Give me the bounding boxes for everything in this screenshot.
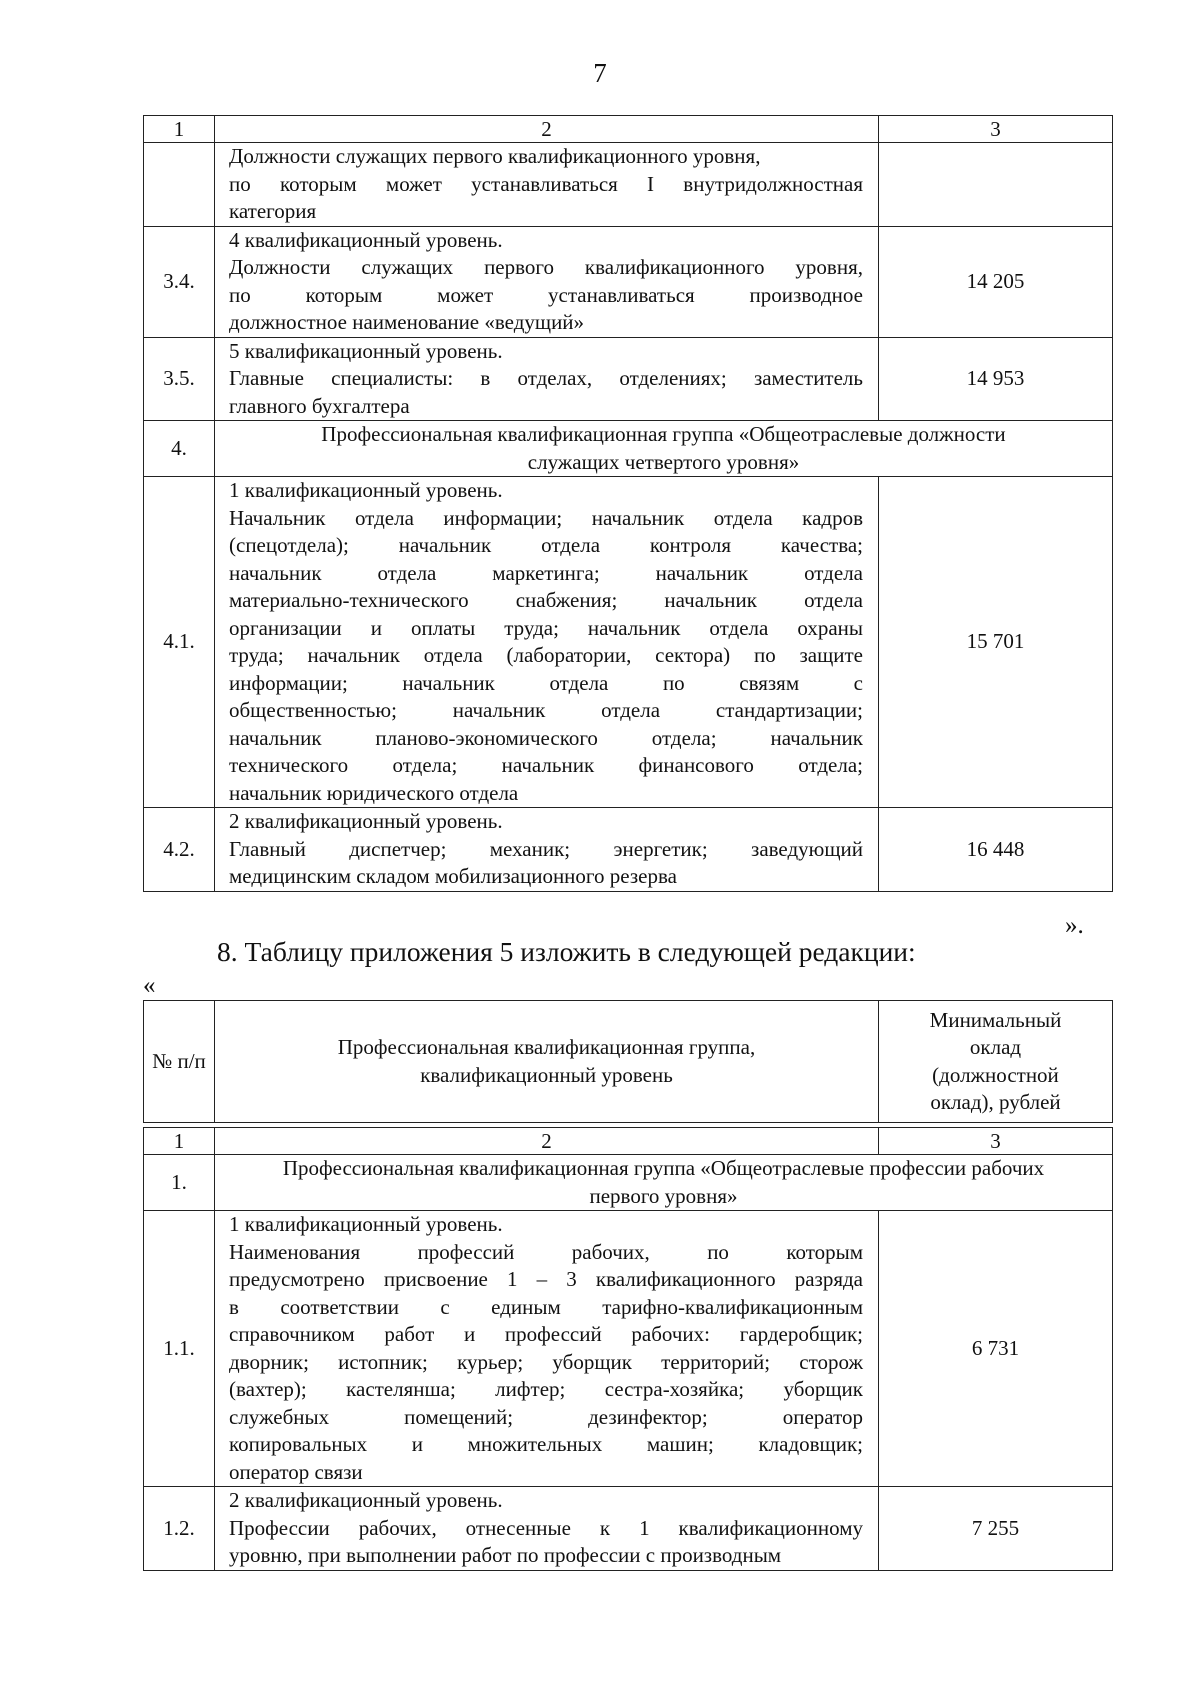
salary-value-cell: 16 448 bbox=[879, 808, 1113, 892]
table-row bbox=[144, 337, 1113, 421]
description-cell bbox=[215, 477, 879, 808]
description-cell bbox=[215, 1211, 879, 1487]
description-line: Профессии рабочих, отнесенные к 1 квалификационному bbox=[229, 1515, 863, 1540]
table-row bbox=[144, 143, 1113, 227]
description-line: Начальник отдела информации; начальник отдела кадров bbox=[229, 505, 863, 530]
group-title-cell: Профессиональная квалификационная группа «Общеотраслевые должности служащих четвертого уровня» bbox=[215, 421, 1113, 477]
header-text-line: оклад bbox=[969, 1035, 1022, 1059]
table-row bbox=[144, 477, 1113, 808]
description-line: справочником работ и профессий рабочих: гардеробщик; bbox=[229, 1322, 863, 1346]
description-line: 2 квалификационный уровень. bbox=[229, 1488, 503, 1512]
description-line: информации; начальник отдела по связям с bbox=[229, 670, 863, 695]
section-heading: 8. Таблицу приложения 5 изложить в следующей редакции: bbox=[217, 936, 916, 967]
description-line: Главный диспетчер; механик; энергетик; заведующий bbox=[229, 836, 863, 861]
header-number-cell: № п/п bbox=[144, 1001, 215, 1123]
table-row bbox=[144, 808, 1113, 892]
description-cell bbox=[215, 337, 879, 421]
page-number: 7 bbox=[593, 58, 607, 88]
description-line: главного бухгалтера bbox=[229, 393, 410, 418]
description-line: организации и оплаты труда; начальник отдела охраны bbox=[229, 615, 863, 640]
header-salary-cell bbox=[879, 1001, 1113, 1123]
table-row bbox=[144, 1487, 1113, 1571]
column-index-cell: 3 bbox=[879, 116, 1113, 143]
row-number-cell bbox=[144, 143, 215, 227]
row-number-cell: 1. bbox=[144, 1155, 215, 1211]
salary-value-cell: 6 731 bbox=[879, 1211, 1113, 1487]
description-cell bbox=[215, 226, 879, 337]
column-index-cell: 1 bbox=[144, 116, 215, 143]
description-line: категория bbox=[229, 199, 317, 223]
description-line: 2 квалификационный уровень. bbox=[229, 809, 503, 833]
salary-value-cell: 7 255 bbox=[879, 1487, 1113, 1571]
group-title-cell: Профессиональная квалификационная группа «Общеотраслевые профессии рабочих первого уровня» bbox=[215, 1155, 1113, 1211]
description-line: предусмотрено присвоение 1 – 3 квалификационного разряда bbox=[229, 1267, 863, 1291]
description-line: материально-технического снабжения; начальник отдела bbox=[229, 588, 863, 612]
description-cell bbox=[215, 143, 879, 227]
description-line: Наименования профессий рабочих, по которым bbox=[229, 1239, 863, 1264]
table-row bbox=[144, 1155, 1113, 1211]
row-number-cell: 3.5. bbox=[144, 337, 215, 421]
row-number-cell: 1.2. bbox=[144, 1487, 215, 1571]
description-line: (вахтер); кастелянша; лифтер; сестра-хозяйка; уборщик bbox=[229, 1377, 863, 1401]
description-line: начальник планово-экономического отдела; начальник bbox=[229, 725, 863, 750]
row-number-cell: 4. bbox=[144, 421, 215, 477]
salary-table-header bbox=[143, 1000, 1113, 1123]
description-line: по которым может устанавливаться производное bbox=[229, 282, 863, 307]
description-line: копировальных и множительных машин; кладовщик; bbox=[229, 1432, 863, 1456]
description-line: по которым может устанавливаться I внутридолжностная bbox=[229, 171, 863, 196]
column-index-cell: 1 bbox=[144, 1128, 215, 1155]
description-line: Должности служащих первого квалификационного уровня, bbox=[229, 255, 863, 279]
row-number-cell: 4.1. bbox=[144, 477, 215, 808]
salary-value-cell: 15 701 bbox=[879, 477, 1113, 808]
description-line: 5 квалификационный уровень. bbox=[229, 338, 503, 363]
description-cell bbox=[215, 808, 879, 892]
closing-quote: ». bbox=[1065, 912, 1084, 939]
header-group-cell bbox=[215, 1001, 879, 1123]
description-line: труда; начальник отдела (лаборатории, сектора) по защите bbox=[229, 643, 863, 667]
row-number-cell: 4.2. bbox=[144, 808, 215, 892]
description-line: общественностью; начальник отдела стандартизации; bbox=[229, 698, 863, 722]
column-index-cell: 2 bbox=[215, 1128, 879, 1155]
column-index-row bbox=[144, 116, 1113, 143]
description-line: должностное наименование «ведущий» bbox=[229, 310, 585, 334]
row-number-cell: 3.4. bbox=[144, 226, 215, 337]
salary-value-cell: 14 205 bbox=[879, 226, 1113, 337]
description-line: начальник юридического отдела bbox=[229, 780, 519, 805]
description-line: 1 квалификационный уровень. bbox=[229, 1212, 503, 1236]
salary-value-cell: 14 953 bbox=[879, 337, 1113, 421]
table-row bbox=[144, 421, 1113, 477]
header-text-line: оклад), рублей bbox=[930, 1090, 1061, 1114]
column-index-row bbox=[144, 1128, 1113, 1155]
description-line: (спецотдела); начальник отдела контроля качества; bbox=[229, 533, 863, 557]
table-row bbox=[144, 226, 1113, 337]
header-text-line: Минимальный bbox=[929, 1007, 1062, 1032]
salary-value-cell bbox=[879, 143, 1113, 227]
description-line: в соответствии с единым тарифно-квалификационным bbox=[229, 1294, 863, 1319]
salary-table-workers bbox=[143, 1127, 1113, 1571]
description-line: 4 квалификационный уровень. bbox=[229, 227, 503, 252]
header-text-line: Профессиональная квалификационная группа, bbox=[337, 1035, 756, 1059]
description-line: 1 квалификационный уровень. bbox=[229, 478, 503, 502]
description-line: дворник; истопник; курьер; уборщик территорий; сторож bbox=[229, 1349, 863, 1374]
description-line: Должности служащих первого квалификационного уровня, bbox=[229, 144, 761, 168]
column-index-cell: 2 bbox=[215, 116, 879, 143]
description-line: служебных помещений; дезинфектор; оператор bbox=[229, 1404, 863, 1429]
table-row bbox=[144, 1211, 1113, 1487]
description-line: уровню, при выполнении работ по профессии с производным bbox=[229, 1543, 782, 1567]
salary-table-continuation bbox=[143, 115, 1113, 892]
header-text-line: (должностной bbox=[932, 1062, 1059, 1087]
description-line: начальник отдела маркетинга; начальник отдела bbox=[229, 560, 863, 585]
opening-quote: « bbox=[143, 972, 156, 999]
header-text-line: квалификационный уровень bbox=[420, 1062, 673, 1087]
description-line: оператор связи bbox=[229, 1459, 363, 1484]
description-line: медицинским складом мобилизационного резерва bbox=[229, 864, 677, 888]
description-line: технического отдела; начальник финансового отдела; bbox=[229, 753, 863, 777]
row-number-cell: 1.1. bbox=[144, 1211, 215, 1487]
column-index-cell: 3 bbox=[879, 1128, 1113, 1155]
description-cell bbox=[215, 1487, 879, 1571]
description-line: Главные специалисты: в отделах, отделениях; заместитель bbox=[229, 366, 863, 390]
